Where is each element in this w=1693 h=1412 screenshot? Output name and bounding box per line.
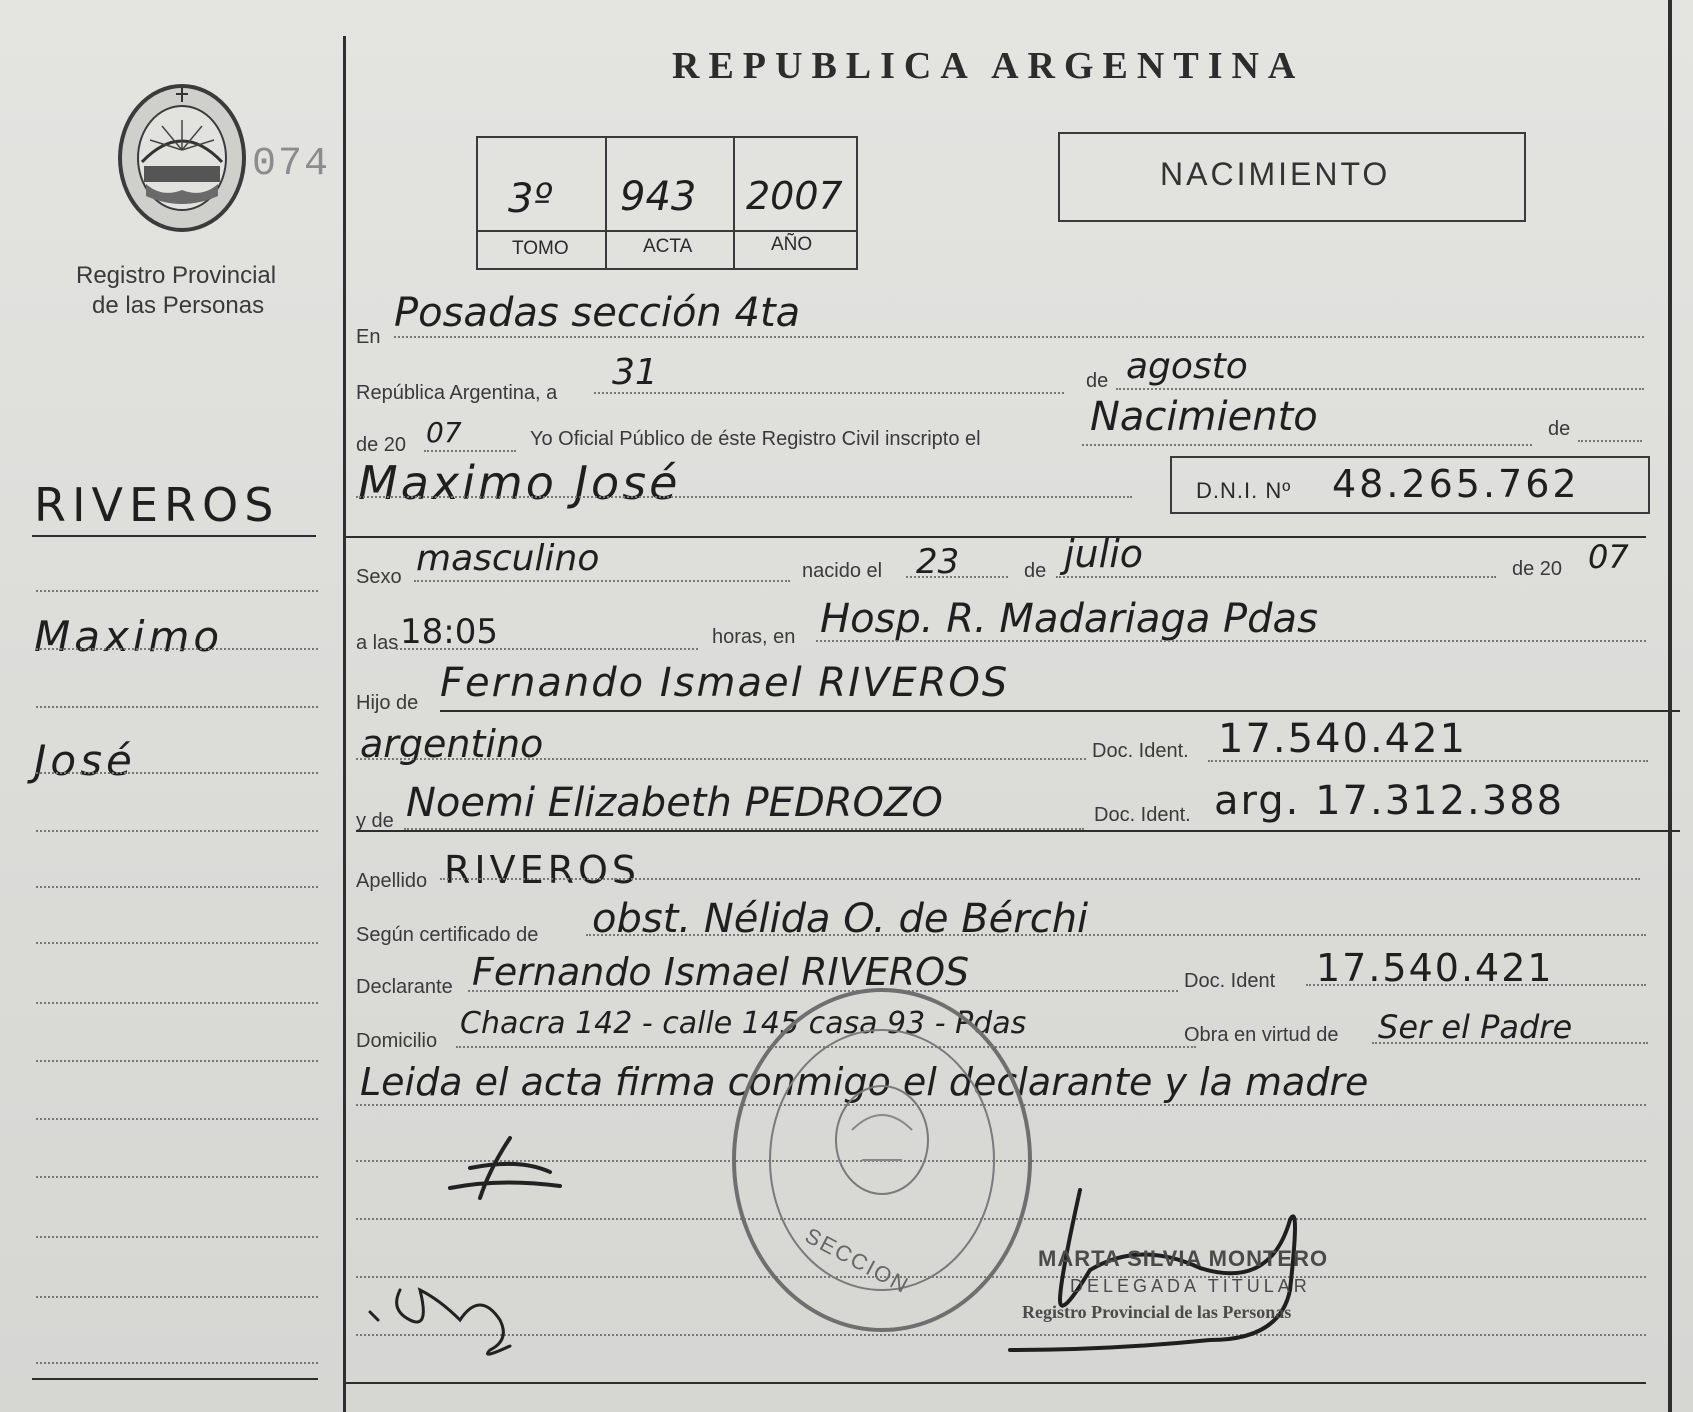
margin-line-11 — [36, 1176, 318, 1178]
acta-label: ACTA — [643, 236, 693, 257]
margin-line-9 — [36, 1060, 318, 1062]
line-day — [594, 392, 1064, 394]
right-border-line — [1668, 0, 1672, 1412]
ano-label: AÑO — [771, 234, 813, 255]
field-notes: Leida el acta firma conmigo el declarante y la madre — [360, 1060, 1369, 1104]
line-father-nationality — [356, 758, 1086, 760]
dni-label: D.N.I. Nº — [1196, 478, 1292, 503]
margin-line-7 — [36, 942, 318, 944]
line-name — [356, 496, 1132, 498]
margin-line-12 — [36, 1236, 318, 1238]
field-place: Posadas sección 4ta — [394, 290, 801, 336]
line-de-end — [1578, 440, 1642, 442]
margin-line-3 — [36, 706, 318, 708]
label-nacido: nacido el — [802, 560, 883, 582]
acta-value: 943 — [620, 174, 697, 220]
label-de-birth-month: de — [1024, 560, 1047, 582]
declarant-signature — [440, 1128, 580, 1208]
margin-second-name: José — [34, 736, 136, 785]
bottom-solid-line — [346, 1382, 1646, 1384]
label-oficial: Yo Oficial Público de éste Registro Civil inscripto el — [530, 428, 981, 450]
line-father — [440, 710, 1680, 712]
margin-surname-underline — [32, 535, 316, 537]
official-office: Registro Provincial de las Personas — [1022, 1302, 1292, 1322]
margin-first-name: Maximo — [34, 612, 224, 661]
tomo-value: 3º — [508, 176, 553, 222]
field-surname: RIVEROS — [444, 848, 641, 892]
label-declarante: Declarante — [356, 976, 453, 998]
line-birth-day — [906, 576, 1008, 578]
field-dni: 48.265.762 — [1332, 462, 1580, 506]
margin-line-4 — [36, 772, 318, 774]
ano-value: 2007 — [746, 174, 843, 218]
label-republica: República Argentina, a — [356, 382, 558, 404]
label-apellido: Apellido — [356, 870, 428, 892]
field-year: 07 — [426, 416, 462, 449]
mother-signature — [360, 1250, 540, 1360]
country-title: REPUBLICA ARGENTINA — [672, 45, 1305, 87]
line-month — [1116, 388, 1644, 390]
margin-divider-line — [343, 36, 346, 1412]
label-sexo: Sexo — [356, 566, 402, 588]
record-type-box — [1058, 132, 1526, 222]
field-certificate: obst. Nélida O. de Bérchi — [592, 896, 1089, 942]
label-de-month: de — [1086, 370, 1109, 392]
label-de-20-birth: de 20 — [1512, 558, 1563, 580]
margin-surname: RIVEROS — [34, 478, 280, 532]
field-virtue: Ser el Padre — [1378, 1008, 1573, 1046]
field-birth-day: 23 — [916, 542, 960, 582]
line-time — [396, 648, 698, 650]
line-father-doc — [1208, 760, 1648, 762]
provincial-seal-logo — [112, 80, 252, 235]
field-name: Maximo José — [358, 456, 681, 510]
label-segun: Según certificado de — [356, 924, 539, 946]
label-doc-ident-3: Doc. Ident — [1184, 970, 1276, 992]
margin-line-5 — [36, 830, 318, 832]
official-name: MARTA SILVIA MONTERO — [1038, 1246, 1329, 1271]
field-mother-doc: arg. 17.312.388 — [1214, 778, 1565, 824]
document-number: 074 — [252, 142, 331, 187]
label-de-end: de — [1548, 418, 1571, 440]
field-declarant-doc: 17.540.421 — [1316, 946, 1554, 990]
line-virtue — [1372, 1042, 1648, 1044]
label-doc-ident-1: Doc. Ident. — [1092, 740, 1189, 762]
label-en: En — [356, 326, 381, 348]
line-event — [1082, 444, 1532, 446]
label-y-de: y de — [356, 810, 394, 832]
line-year — [424, 450, 516, 452]
label-domicilio: Domicilio — [356, 1030, 438, 1052]
field-declarant: Fernando Ismael RIVEROS — [472, 950, 970, 994]
field-sex: masculino — [416, 538, 600, 579]
field-father-doc: 17.540.421 — [1218, 716, 1468, 762]
line-mother-doc — [356, 830, 1680, 832]
office-name-line1: Registro Provincial — [76, 262, 277, 289]
margin-line-2 — [36, 648, 318, 650]
label-hijo: Hijo de — [356, 692, 419, 714]
stamp-section-text: SECCION — [801, 1222, 914, 1299]
dni-box — [1170, 456, 1650, 514]
label-doc-ident-2: Doc. Ident. — [1094, 804, 1191, 826]
field-birth-month: julio — [1064, 532, 1144, 576]
margin-line-13 — [36, 1296, 318, 1298]
line-certificate — [586, 934, 1646, 936]
field-day: 31 — [612, 352, 658, 393]
margin-line-1 — [36, 590, 318, 592]
line-birth-place — [816, 640, 1646, 642]
label-horas: horas, en — [712, 626, 796, 648]
field-mother: Noemi Elizabeth PEDROZO — [406, 780, 943, 826]
field-month: agosto — [1126, 346, 1248, 387]
label-a-las: a las — [356, 632, 399, 654]
label-de-20: de 20 — [356, 434, 407, 456]
margin-line-10 — [36, 1118, 318, 1120]
record-type-label: NACIMIENTO — [1160, 156, 1391, 192]
field-event: Nacimiento — [1090, 394, 1318, 440]
margin-line-14 — [36, 1362, 318, 1364]
margin-bottom-line — [32, 1378, 318, 1380]
tomo-label: TOMO — [512, 238, 569, 259]
line-sex — [414, 580, 790, 582]
line-declarant-doc — [1306, 984, 1646, 986]
field-father: Fernando Ismael RIVEROS — [440, 660, 1010, 706]
label-obra: Obra en virtud de — [1184, 1024, 1339, 1046]
field-time: 18:05 — [400, 612, 498, 652]
office-name-line2: de las Personas — [92, 292, 265, 319]
line-birth-month — [1056, 576, 1496, 578]
field-birth-place: Hosp. R. Madariaga Pdas — [820, 596, 1318, 642]
field-address: Chacra 142 - calle 145 casa 93 - Pdas — [460, 1006, 1027, 1041]
official-title: DELEGADA TITULAR — [1070, 1276, 1311, 1296]
field-father-nationality: argentino — [360, 722, 544, 766]
registry-number-box — [476, 136, 858, 270]
margin-line-6 — [36, 886, 318, 888]
line-place — [394, 336, 1644, 338]
field-birth-year: 07 — [1588, 538, 1629, 576]
margin-line-8 — [36, 1002, 318, 1004]
line-surname — [440, 878, 1640, 880]
